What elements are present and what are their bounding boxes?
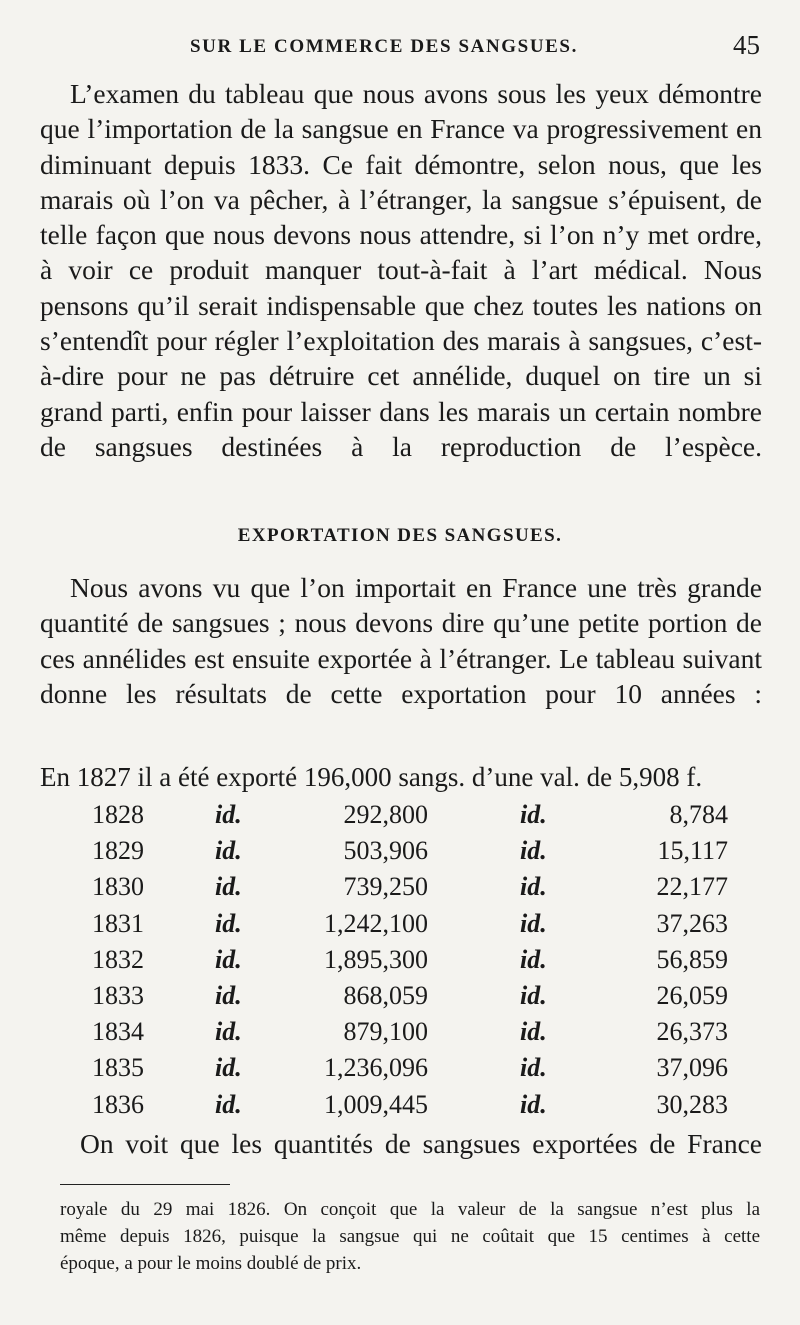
footnote-rule [60, 1184, 230, 1185]
table-row [0, 945, 800, 981]
paragraph-importation-decline: L’examen du tableau que nous avons sous les yeux démontre que l’importation de la sangsue en France va progressivement en diminuant depuis 1833. Ce fait démontre, selon nous, que les marais où l’on va pêcher, à l’étranger, la sangsue s’épuisent, de telle façon que nous devons nous attendre, si l’on n’y met ordre, à voir ce produit manquer tout-à-fait à l’art médical. Nous pensons qu’il serait indispensable que chez toutes les nations on s’entendît pour régler l’exploitation des marais à sangsues, c’est-à-dire pour ne pas détruire cet annélide, duquel on tire un si grand parti, enfin pour laisser dans les marais un certain nombre de sangsues destinées à la reproduction de l’espèce. [40, 78, 762, 462]
quantity-cell: 1,009,445 [324, 1089, 428, 1119]
table-row [0, 1053, 800, 1089]
idem-cell: id. [520, 836, 547, 866]
footnote-line: époque, a pour le moins doublé de prix. [60, 1253, 362, 1274]
idem-cell: id. [520, 981, 547, 1010]
table-row [0, 800, 800, 836]
idem-cell: id. [520, 908, 547, 938]
year-cell: 1833 [92, 981, 144, 1010]
year-cell: 1836 [92, 1089, 144, 1119]
paragraph-exportation-intro: Nous avons vu que l’on importait en France une très grande quantité de sangsues ; nous devons dire qu’une petite portion de ces annélides est ensuite exportée à l’étranger. Le tableau suivant donne les résultats de cette exportation pour 10 années : [40, 572, 762, 709]
footnote [60, 1196, 760, 1277]
idem-cell: id. [520, 1053, 547, 1083]
quantity-cell: 1,242,100 [324, 908, 428, 938]
table-row [0, 909, 800, 945]
paragraph-conclusion: On voit que les quantités de sangsues exportées de France [80, 1128, 762, 1159]
table-row [0, 872, 800, 908]
year-cell: 1830 [92, 872, 144, 902]
footnote-line: même depuis 1826, puisque la sangsue qui ne coûtait que 15 centimes à cette [60, 1226, 760, 1247]
idem-cell: id. [520, 944, 547, 974]
table-row [0, 1090, 800, 1126]
idem-cell: id. [215, 1053, 242, 1083]
page-number: 45 [733, 30, 760, 60]
idem-cell: id. [520, 1017, 547, 1047]
table-row [0, 981, 800, 1017]
value-cell: 15,117 [657, 836, 728, 866]
value-cell: 37,096 [656, 1053, 728, 1083]
quantity-cell: 1,236,096 [324, 1053, 428, 1083]
year-cell: 1835 [92, 1053, 144, 1083]
footnote-line: royale du 29 mai 1826. On conçoit que la valeur de la sangsue n’est plus la [60, 1199, 760, 1220]
table-row [0, 836, 800, 872]
idem-cell: id. [215, 1017, 242, 1047]
value-cell: 37,263 [656, 908, 728, 938]
year-cell: 1832 [92, 944, 144, 974]
quantity-cell: 739,250 [343, 872, 428, 902]
year-cell: 1828 [92, 800, 144, 829]
export-first-row: En 1827 il a été exporté 196,000 sangs. d’une val. de 5,908 f. [40, 762, 703, 792]
quantity-cell: 292,800 [343, 800, 428, 829]
idem-cell: id. [520, 1089, 547, 1119]
idem-cell: id. [215, 908, 242, 938]
value-cell: 26,059 [656, 981, 728, 1010]
idem-cell: id. [215, 944, 242, 974]
idem-cell: id. [215, 836, 242, 866]
idem-cell: id. [215, 872, 242, 902]
year-cell: 1831 [92, 908, 144, 938]
table-row [0, 1017, 800, 1053]
year-cell: 1834 [92, 1017, 144, 1047]
quantity-cell: 879,100 [343, 1017, 428, 1047]
value-cell: 26,373 [656, 1017, 728, 1047]
value-cell: 8,784 [669, 800, 728, 829]
quantity-cell: 1,895,300 [324, 944, 428, 974]
value-cell: 22,177 [656, 872, 728, 902]
running-title: SUR LE COMMERCE DES SANGSUES. [190, 36, 578, 57]
quantity-cell: 503,906 [343, 836, 428, 866]
page-header [190, 28, 760, 68]
section-title: EXPORTATION DES SANGSUES. [237, 525, 563, 546]
idem-cell: id. [215, 800, 242, 829]
value-cell: 30,283 [656, 1089, 728, 1119]
idem-cell: id. [215, 1089, 242, 1119]
value-cell: 56,859 [656, 944, 728, 974]
year-cell: 1829 [92, 836, 144, 866]
quantity-cell: 868,059 [343, 981, 428, 1010]
idem-cell: id. [520, 872, 547, 902]
idem-cell: id. [520, 800, 547, 829]
idem-cell: id. [215, 981, 242, 1010]
